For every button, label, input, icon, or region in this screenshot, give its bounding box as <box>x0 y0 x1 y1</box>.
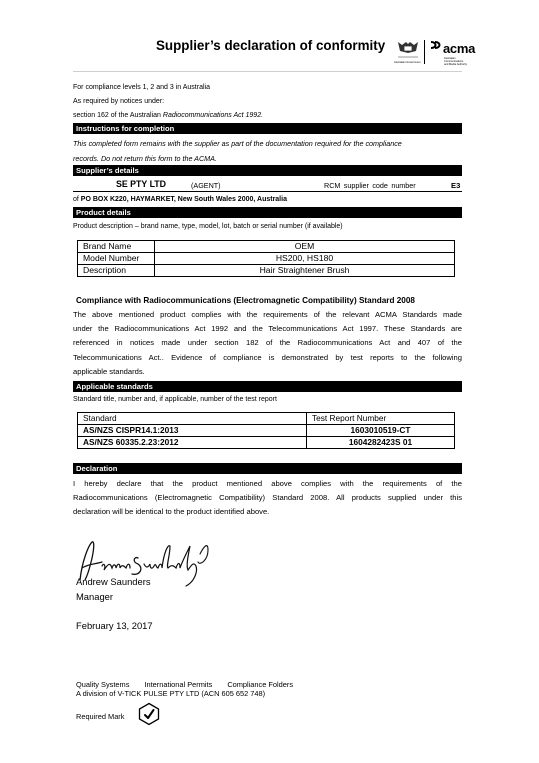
table-row <box>78 413 455 425</box>
supplier-role: (AGENT) <box>191 181 221 190</box>
product-header: Product details <box>73 207 462 218</box>
footer-service-item: International Permits <box>144 680 213 689</box>
instructions-header: Instructions for completion <box>73 123 462 134</box>
product-label-cell: Model Number <box>78 253 155 265</box>
instructions-text <box>73 137 462 166</box>
table-row <box>78 253 455 265</box>
intro-line-2: As required by notices under: <box>73 98 165 105</box>
compliance-line: The above mentioned product complies with the requirements of the relevant ACMA Standards made <box>73 310 462 319</box>
table-row <box>78 425 455 437</box>
acma-logo-text: acma <box>443 41 476 56</box>
declaration-text <box>73 477 462 520</box>
product-label-cell: Brand Name <box>78 241 155 253</box>
compliance-heading: Compliance with Radiocommunications (Electromagnetic Compatibility) Standard 2008 <box>76 296 415 305</box>
report-column-header: Test Report Number <box>307 413 455 425</box>
report-cell: 1603010519-CT <box>307 425 455 437</box>
product-value-cell: HS200, HS180 <box>155 253 455 265</box>
supplier-rule <box>73 191 462 192</box>
acma-logo-subtitle <box>444 57 484 66</box>
compliance-line: applicable standards. <box>73 366 145 376</box>
standard-cell: AS/NZS CISPR14.1:2013 <box>78 425 307 437</box>
declaration-line: declaration will be identical to the product identified above. <box>73 507 270 517</box>
supplier-address: PO BOX K220, HAYMARKET, New South Wales 2000, Australia <box>80 196 287 203</box>
product-table <box>77 240 455 277</box>
standards-header: Applicable standards <box>73 381 462 392</box>
product-value-cell: OEM <box>155 241 455 253</box>
government-logo-text: Australian Government <box>394 61 421 64</box>
product-description-line: Product description – brand name, type, model, lot, batch or serial number (if available) <box>73 223 343 230</box>
compliance-line: under the Radiocommunications Act 1992 and the Telecommunications Act 1997. These Standards are <box>73 324 462 334</box>
product-label-cell: Description <box>78 265 155 277</box>
acma-sub-line: Communications <box>444 60 464 63</box>
declaration-line: I hereby declare that the product mentioned above complies with the requirements of the <box>73 479 462 488</box>
acma-logo-icon <box>428 41 444 60</box>
acma-sub-line: Australian <box>444 57 456 60</box>
title-rule <box>73 71 462 72</box>
page-title: Supplier’s declaration of conformity <box>156 38 386 53</box>
declaration-date: February 13, 2017 <box>76 620 153 631</box>
supplier-name: SE PTY LTD <box>116 179 167 189</box>
report-cell: 1604282423S 01 <box>307 437 455 449</box>
intro-section-prefix: section 162 of the Australian <box>73 112 163 119</box>
standards-table <box>77 412 455 449</box>
footer-service-item: Compliance Folders <box>227 680 294 689</box>
rcm-mark-icon <box>137 702 161 731</box>
intro-line-1: For compliance levels 1, 2 and 3 in Australia <box>73 84 210 91</box>
declaration-line: Radiocommunications (Electromagnetic Compatibility) Standard 2008. All products supplied under this <box>73 493 462 503</box>
standards-description-line: Standard title, number and, if applicable, number of the test report <box>73 396 277 403</box>
supplier-address-line <box>73 195 287 204</box>
footer-service-item: Quality Systems <box>76 680 130 689</box>
logo-divider <box>424 40 425 64</box>
address-prefix: of <box>73 196 81 203</box>
product-value-cell: Hair Straightener Brush <box>155 265 455 277</box>
intro-line-3 <box>73 111 263 120</box>
table-row <box>78 265 455 277</box>
compliance-line: Telecommunications Act.. Evidence of compliance is demonstrated by test reports to the following <box>73 352 462 362</box>
standard-cell: AS/NZS 60335.2.23:2012 <box>78 437 307 449</box>
standard-column-header: Standard <box>78 413 307 425</box>
government-crest-logo <box>396 39 420 61</box>
table-row <box>78 241 455 253</box>
rcm-code: E3 <box>451 181 461 190</box>
rcm-label: RCM supplier code number <box>324 181 416 190</box>
footer-services <box>76 680 293 689</box>
compliance-line: referenced in notices made under section 182 of the Radiocommunications Act and 407 of the <box>73 338 462 348</box>
declaration-header: Declaration <box>73 463 462 474</box>
table-row <box>78 437 455 449</box>
instructions-line-2: records. Do not return this form to the ACMA. <box>73 153 217 163</box>
instructions-line-1: This completed form remains with the supplier as part of the documentation required for the compliance <box>73 139 402 148</box>
footer-division: A division of V-TICK PULSE PTY LTD (ACN 605 652 748) <box>76 689 266 698</box>
signatory-name: Andrew Saunders <box>76 576 151 587</box>
required-mark-label: Required Mark <box>76 712 125 721</box>
intro-section-act: Radiocommunications Act 1992. <box>162 112 264 119</box>
compliance-text <box>73 308 462 379</box>
acma-sub-line: and Media Authority <box>444 63 467 66</box>
signatory-title: Manager <box>76 591 114 602</box>
supplier-header: Supplier’s details <box>73 165 462 176</box>
